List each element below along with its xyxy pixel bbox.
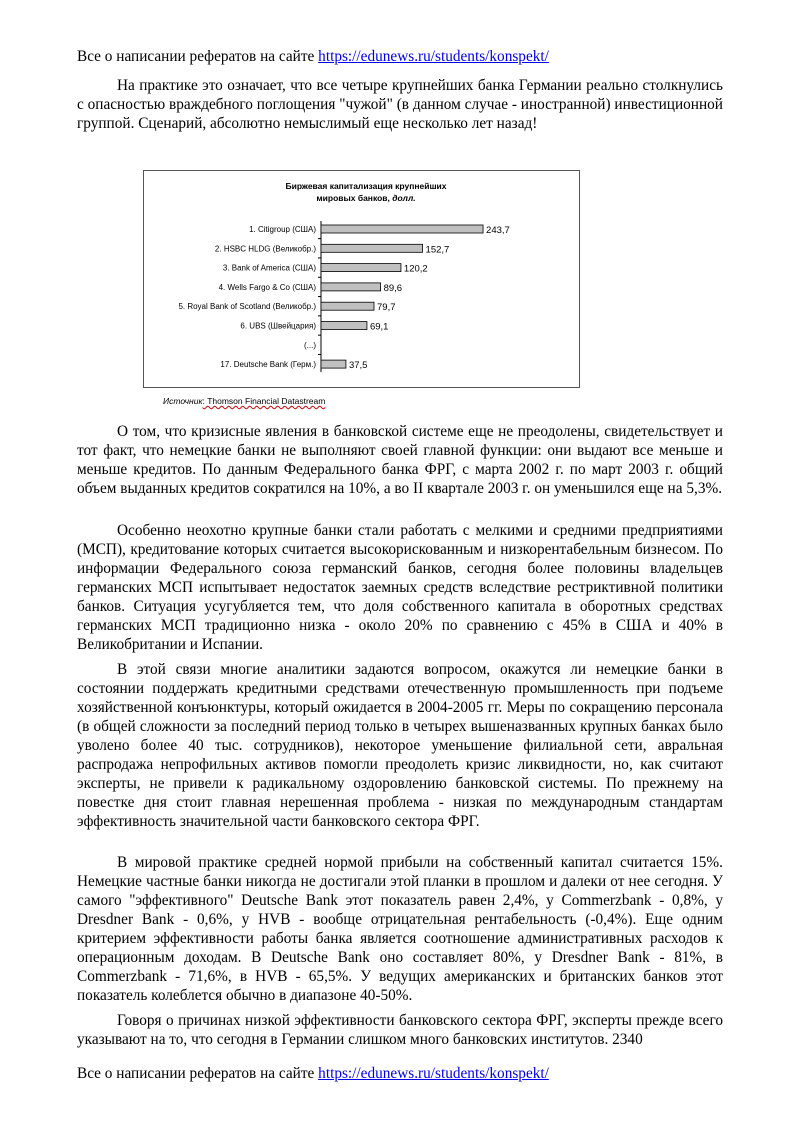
footer-text: Все о написании рефератов на сайте bbox=[77, 1065, 319, 1082]
chart-category-label: (...) bbox=[304, 340, 316, 350]
chart-bar bbox=[321, 322, 367, 330]
market-cap-chart bbox=[143, 170, 580, 388]
header-text: Все о написании рефератов на сайте bbox=[77, 48, 319, 65]
chart-canvas bbox=[144, 171, 579, 387]
paragraph-3: Особенно неохотно крупные банки стали работать с мелкими и средними предприятиями (МСП), кредитование которых считается высокорискованным и низкорентабельным бизнесом. По информации Федерального союза германский банков, сегодня более половины владельцев германских МСП испытывает недостаток заемных средств вследствие рестриктивной политики банков. Ситуация усугубляется тем, что доля собственного капитала в оборотных средствах германских МСП традиционно низка - около 20% по сравнению с 45% в США и 40% в Великобритании и Испании. bbox=[77, 522, 723, 653]
chart-value-label: 89,6 bbox=[383, 282, 403, 294]
chart-category-label: 1. Citigroup (США) bbox=[249, 225, 316, 234]
chart-value-label: 152,7 bbox=[425, 244, 450, 256]
chart-bar bbox=[321, 244, 423, 252]
chart-bar bbox=[321, 225, 483, 233]
chart-value-label: 120,2 bbox=[403, 263, 428, 275]
chart-value-label: 37,5 bbox=[348, 360, 368, 372]
chart-category-label: 4. Wells Fargo & Co (США) bbox=[218, 282, 316, 292]
paragraph-5: В мировой практике средней нормой прибыли на собственный капитал считается 15%. Немецкие частные банки никогда не достигали этой планки в прошлом и далеки от нее сегодня. У самого "эффективного" Deutsche Bank этот показатель равен 2,4%, у Commerzbank - 0,8%, у Dresdner Bank - 0,6%, у HVB - вообще отрицательная рентабельность (-0,4%). Еще одним критерием эффективности работы банка является соотношение административных расходов к операционным доходам. В Deutsche Bank оно составляет 80%, у Dresdner Bank - 81%, в Commerzbank - 71,6%, в HVB - 65,5%. У ведущих американских и британских банков этот показатель колеблется обычно в диапазоне 40-50%. bbox=[77, 854, 723, 1004]
page-footer bbox=[77, 1064, 549, 1083]
header-link[interactable]: https://edunews.ru/students/konspekt/ bbox=[318, 48, 549, 65]
chart-category-label: 2. HSBC HLDG (Великобр.) bbox=[214, 244, 316, 254]
paragraph-6: Говоря о причинах низкой эффективности банковского сектора ФРГ, эксперты прежде всего указывают на то, что сегодня в Германии слишком много банковских институтов. 2340 bbox=[77, 1012, 723, 1048]
paragraph-1: На практике это означает, что все четыре крупнейших банка Германии реально столкнулись с опасностью враждебного поглощения "чужой" (в данном случае - иностранной) инвестиционной группой. Сценарий, абсолютно немыслимый еще несколько лет назад! bbox=[77, 77, 723, 132]
chart-category-label: 5. Royal Bank of Scotland (Великобр.) bbox=[178, 302, 316, 312]
chart-category-label: 17. Deutsche Bank (Герм.) bbox=[220, 360, 316, 370]
chart-source bbox=[163, 396, 325, 406]
chart-bar bbox=[321, 302, 374, 310]
paragraph-2: О том, что кризисные явления в банковской системе еще не преодолены, свидетельствует и тот факт, что немецкие банки не выполняют своей главной функции: они выдают все меньше и меньше кредитов. По данным Федерального банка ФРГ, с марта 2002 г. по март 2003 г. общий объем выданных кредитов сократился на 10%, а во II квартале 2003 г. он уменьшился еще на 5,3%. bbox=[77, 423, 723, 497]
chart-title-line-2: мировых банков, долл. bbox=[316, 193, 416, 203]
chart-category-label: 3. Bank of America (США) bbox=[222, 263, 316, 273]
chart-bar bbox=[321, 360, 346, 368]
chart-value-label: 69,1 bbox=[369, 321, 389, 333]
footer-link[interactable]: https://edunews.ru/students/konspekt/ bbox=[318, 1065, 549, 1082]
chart-value-label: 243,7 bbox=[486, 225, 510, 236]
page-header bbox=[77, 47, 549, 66]
chart-bar bbox=[321, 283, 381, 291]
chart-category-label: 6. UBS (Швейцария) bbox=[240, 321, 316, 331]
chart-title-line-1: Биржевая капитализация крупнейших bbox=[285, 181, 447, 191]
paragraph-4: В этой связи многие аналитики задаются вопросом, окажутся ли немецкие банки в состоянии поддержать кредитными средствами отечественную промышленность при подъеме хозяйственной конъюнктуры, который ожидается в 2004-2005 гг. Меры по сокращению персонала (в общей сложности за последний период только в четырех вышеназванных крупных банках было уволено более 40 тыс. сотрудников), некоторое уменьшение филиальной сети, авральная распродажа непрофильных активов помогли преодолеть кризис ликвидности, но, как считают эксперты, не привели к радикальному оздоровлению банковской системы. По прежнему на повестке дня стоит главная нерешенная проблема - низкая по международным стандартам эффективность значительной части банковского сектора ФРГ. bbox=[77, 661, 723, 830]
chart-bar bbox=[321, 264, 401, 272]
chart-value-label: 79,7 bbox=[377, 302, 396, 314]
source-label: Источник bbox=[163, 396, 203, 406]
source-text: : Thomson Financial Datastream bbox=[202, 396, 326, 406]
